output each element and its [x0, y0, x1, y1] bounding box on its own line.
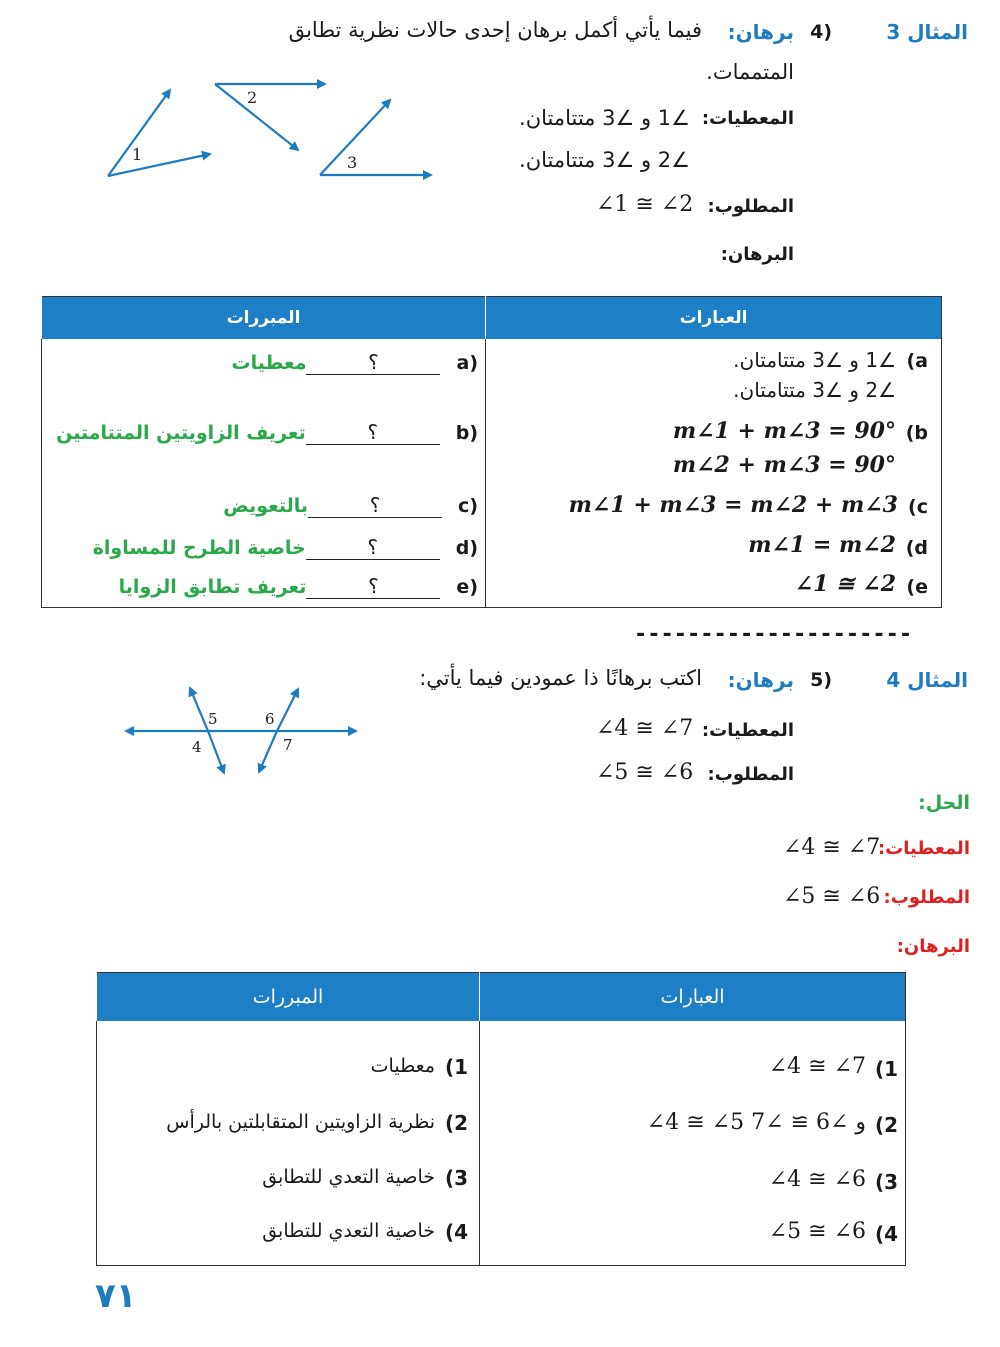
prove-statement: ∠1 ≅ ∠2: [596, 192, 694, 217]
right-transversal-up: [277, 689, 298, 731]
reason-c-blank[interactable]: ؟: [308, 493, 442, 518]
angle-3-label: 3: [347, 153, 358, 172]
solution-given-label: المعطيات:: [877, 838, 970, 859]
t2-stmt-4-num: (4: [874, 1222, 898, 1246]
reason-b-letter: (b: [455, 422, 478, 444]
stmt-a-line2: ∠2 و ∠3 متتامتان.: [733, 378, 896, 402]
angle-5-label: 5: [208, 710, 218, 728]
question-5-number: 5): [810, 669, 832, 691]
t2-stmt-3-num: (3: [874, 1170, 898, 1194]
angle-7-label: 7: [283, 736, 293, 754]
reasons-header: المبررات: [42, 297, 486, 340]
angle-1-ray-b: [108, 154, 210, 176]
reason-e-letter: (e: [456, 576, 478, 598]
question-4-text-line1: فيما يأتي أكمل برهان إحدى حالات نظرية تطابق: [288, 18, 702, 42]
t2-stmt-2: ∠4 ≅ ∠5 و ∠6 ≅ ∠7: [646, 1110, 866, 1135]
t2-stmt-1: ∠4 ≅ ∠7: [768, 1054, 866, 1079]
stmt-e-line1: ∠1 ≅ ∠2: [794, 571, 896, 597]
stmt-b-letter: (b: [905, 422, 928, 444]
t2-stmt-4: ∠5 ≅ ∠6: [768, 1219, 866, 1244]
reason-c-answer: بالتعويض: [223, 495, 309, 517]
reason-row-b: [56, 420, 478, 445]
question-5-text: اكتب برهانًا ذا عمودين فيما يأتي:: [419, 666, 702, 690]
solution-prove: ∠5 ≅ ∠6: [783, 884, 881, 909]
prove-label: المطلوب:: [707, 196, 794, 217]
reason-a-letter: (a: [456, 352, 478, 374]
t2-stmt-3: ∠4 ≅ ∠6: [768, 1167, 866, 1192]
stmt-b-line2: m∠2 + m∠3 = 90°: [672, 452, 896, 478]
reason-row-e: [119, 574, 478, 599]
t2-statements-header: العبارات: [480, 973, 906, 1022]
question-4-number: 4): [810, 21, 832, 43]
reason-e-answer: تعريف تطابق الزوايا: [118, 576, 307, 598]
reason-b-answer: تعريف الزاويتين المتتامتين: [56, 422, 306, 444]
angles-figure: [95, 70, 440, 190]
q5-prove: ∠5 ≅ ∠6: [596, 760, 694, 785]
given-label: المعطيات:: [701, 108, 794, 129]
stmt-c-line1: m∠1 + m∠3 = m∠2 + m∠3: [568, 492, 898, 518]
q5-given-label: المعطيات:: [701, 720, 794, 741]
angle-1-label: 1: [132, 145, 143, 164]
q5-given: ∠4 ≅ ∠7: [596, 716, 694, 741]
example-4-label: المثال 4: [886, 668, 968, 692]
question-4-type: برهان:: [727, 20, 794, 44]
question-4-text-line2: المتممات.: [706, 60, 794, 84]
reason-c-letter: (c: [458, 495, 478, 517]
given-line-1: ∠1 و ∠3 متتامتان.: [519, 106, 690, 130]
t2-reason-4: خاصية التعدي للتطابق: [262, 1220, 435, 1242]
t2-reason-1-num: (1: [444, 1055, 468, 1079]
given-line-2: ∠2 و ∠3 متتامتان.: [519, 148, 690, 172]
stmt-e-letter: (e: [906, 576, 928, 598]
reason-d-blank[interactable]: ؟: [306, 535, 440, 560]
stmt-d-letter: (d: [905, 537, 928, 559]
stmt-a-letter: (a: [906, 350, 928, 372]
reason-a-answer: معطيات: [231, 352, 307, 374]
solution-proof-label: البرهان:: [896, 936, 970, 957]
t2-reason-1: معطيات: [370, 1055, 435, 1077]
reason-b-blank[interactable]: ؟: [306, 420, 440, 445]
reason-row-a: [232, 350, 479, 375]
angle-2-label: 2: [247, 88, 258, 107]
stmt-a-line1: ∠1 و ∠3 متتامتان.: [733, 348, 896, 372]
reason-d-letter: (d: [455, 537, 478, 559]
reasons-column: [42, 339, 486, 608]
proof-label: البرهان:: [720, 244, 794, 265]
stmt-c-letter: (c: [908, 496, 928, 518]
stmt-b-line1: m∠1 + m∠3 = 90°: [672, 418, 896, 444]
left-transversal-down: [208, 731, 224, 773]
t2-reasons-header: المبررات: [97, 973, 480, 1022]
stmt-d-line1: m∠1 = m∠2: [748, 532, 896, 558]
solution-label: الحل:: [918, 792, 970, 814]
reason-a-blank[interactable]: ؟: [306, 350, 440, 375]
t2-reason-2: نظرية الزاويتين المتقابلتين بالرأس: [166, 1111, 435, 1133]
angle-4-label: 4: [192, 738, 202, 756]
page-number: ٧١: [95, 1276, 137, 1316]
t2-reason-4-num: (4: [444, 1220, 468, 1244]
t2-reason-3-num: (3: [444, 1166, 468, 1190]
transversal-figure: [120, 680, 365, 780]
reason-e-blank[interactable]: ؟: [306, 574, 440, 599]
reason-d-answer: خاصية الطرح للمساواة: [92, 537, 306, 559]
q5-prove-label: المطلوب:: [707, 764, 794, 785]
reason-row-d: [93, 535, 478, 560]
reason-row-c: [223, 493, 478, 518]
section-separator: ---------------------: [634, 622, 913, 647]
left-transversal-up: [190, 688, 208, 731]
solution-given: ∠4 ≅ ∠7: [783, 835, 881, 860]
solution-prove-label: المطلوب:: [883, 887, 970, 908]
statements-header: العبارات: [486, 297, 942, 340]
angle-6-label: 6: [265, 710, 275, 728]
example-3-label: المثال 3: [886, 20, 968, 44]
t2-reason-2-num: (2: [444, 1111, 468, 1135]
t2-stmt-2-num: (2: [874, 1113, 898, 1137]
t2-stmt-1-num: (1: [874, 1057, 898, 1081]
right-transversal-down: [259, 731, 277, 772]
question-5-type: برهان:: [727, 668, 794, 692]
t2-reason-3: خاصية التعدي للتطابق: [262, 1166, 435, 1188]
